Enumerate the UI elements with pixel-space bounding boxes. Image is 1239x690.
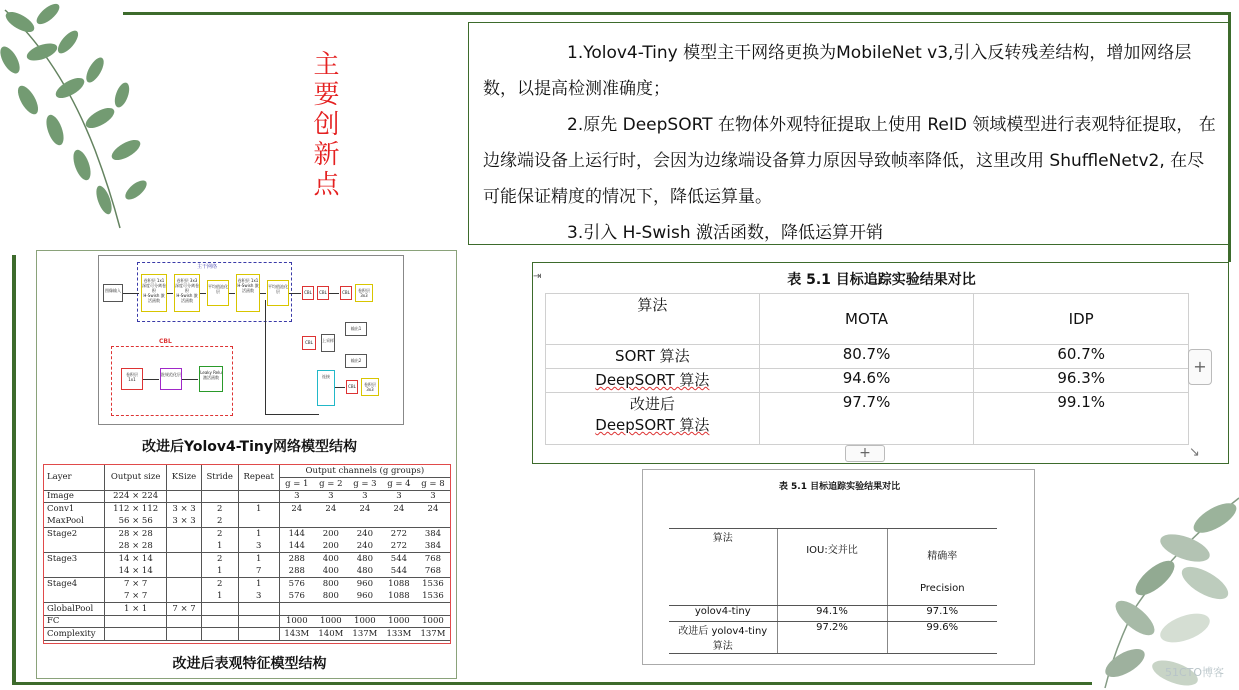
table-cell: 1000 [388,616,410,627]
shufflenet-table-body [44,490,450,640]
table-cell: 3 [430,491,436,502]
table-cell [382,515,416,528]
block-upsample: 上采样 [321,334,335,352]
table-cell: 1000 [320,616,342,627]
table-cell: 2 [201,515,238,528]
iou-table-title: 表 5.1 目标追踪实验结果对比 [778,482,901,492]
leaf-decoration-bottom-right [1095,488,1239,690]
table-cell [238,628,279,641]
table-cell: 3 × 3 [167,503,202,516]
table-cell: 384 [424,529,442,539]
table-cell: 272 [390,529,408,539]
mota-table-title: 表 5.1 目标追踪实验结果对比 [787,272,976,288]
block-out1: 输出1 [345,322,367,336]
backbone-label: 主干网络 [197,264,218,270]
table-row [44,590,450,603]
table-row [44,490,450,503]
table-cell [238,515,279,528]
table-cell [167,528,202,541]
block-cbl-conv: 卷积层 1x1 [121,368,143,390]
table-cell [348,603,382,616]
table-row [44,540,450,553]
table-cell: 24 [325,504,337,514]
table-cell: 272 [390,541,408,551]
frame-line-bottom [12,682,1092,685]
table-cell [201,603,238,616]
table-cell: 14 × 14 [105,553,167,566]
table-cell [201,490,238,503]
table-cell: 143M [279,628,314,641]
table-cell: 1088 [388,591,410,601]
table-cell: 1000 [422,616,444,627]
table-cell: GlobalPool [47,603,94,614]
table-cell: 1 [201,540,238,553]
table-cell: 7 × 7 [105,590,167,603]
table-cell: 576 [279,590,314,603]
cell-algo: yolov4-tiny [669,606,777,622]
block-conv6: 卷积层 3x3 [361,378,379,396]
arrow [335,387,345,388]
table-cell [44,565,105,578]
arrow [329,293,339,294]
innovation-1: 1.Yolov4-Tiny 模型主干网络更换为MobileNet v3,引入反转残差结构，增加网络层数，以提高检测准确度； [483,43,1192,99]
table-row [44,528,450,541]
table-cell [167,540,202,553]
table-cell: Stage2 [47,529,78,539]
th-group: g = 2 [319,478,343,489]
th-output-size: Output size [105,465,167,490]
table-cell: 1 [238,503,279,516]
block-input: 图像输入 [103,284,123,302]
th-ksize: KSize [167,465,202,490]
table-cell [167,615,202,628]
th-group: g = 3 [353,478,377,489]
table-cell: MaxPool [47,516,84,526]
table-cell [167,553,202,566]
th-repeat: Repeat [238,465,279,490]
block-cbl-c: CBL [340,286,352,300]
th-precision: 精确率 Precision [887,529,997,606]
table-cell: 24 [279,503,314,516]
table-row [44,503,450,516]
resize-handle-icon[interactable]: ↘ [1189,445,1200,460]
arrow [167,293,173,294]
table-row [44,615,450,628]
block-cbl-a: CBL [302,286,314,300]
mota-table-box[interactable] [532,262,1229,464]
table-row [44,603,450,616]
shufflenet-caption: 改进后表观特征模型结构 [172,656,327,672]
th-group: g = 1 [279,478,314,491]
table-cell: 24 [359,504,371,514]
table-cell: 112 × 112 [105,503,167,516]
table-cell: 1 × 1 [105,603,167,616]
table-cell: 1 [238,528,279,541]
th-output-channels: Output channels (g groups) [279,465,450,478]
innovations-text-box[interactable] [468,22,1229,245]
table-cell: Stage3 [47,554,78,564]
table-cell: 1536 [422,591,444,601]
table-cell: Conv1 [47,504,75,514]
table-cell: 7 × 7 [105,578,167,591]
th-algorithm: 算法 [669,529,777,606]
table-cell: 144 [279,528,314,541]
table-cell: 200 [322,529,339,539]
table-cell: 137M [420,628,446,639]
iou-table [669,528,997,654]
table-cell: 288 [279,565,314,578]
th-stride: Stride [201,465,238,490]
move-handle-icon[interactable]: ⇥ [533,271,542,282]
table-cell [167,628,202,641]
table-cell: 7 [238,565,279,578]
arrow [260,293,266,294]
table-cell: 2 [201,553,238,566]
block-cbl-e: CBL [346,380,358,394]
cell-mota: 94.6% [759,369,974,393]
block-concat: 连接 [317,370,335,406]
table-cell [201,615,238,628]
connector-line [265,414,319,415]
table-cell [167,578,202,591]
table-cell: 7 × 7 [167,603,202,616]
table-cell: 56 × 56 [105,515,167,528]
arrow [123,293,139,294]
iou-table-box[interactable] [642,469,1035,665]
cell-mota: 97.7% [759,393,974,445]
table-row [44,515,450,528]
table-cell: 288 [279,553,314,566]
table-cell: 960 [356,591,373,601]
table-cell: 1 [238,553,279,566]
cbl-label: CBL [159,338,172,345]
arrow [182,379,198,380]
add-row-button[interactable]: + [845,445,885,462]
table-cell: 800 [322,591,339,601]
cell-mota: 80.7% [759,345,974,369]
mota-table [545,293,1189,445]
block-conv5: 卷积层 3x3 [355,284,373,302]
arrow [200,293,206,294]
table-cell [105,615,167,628]
table-cell: 200 [322,541,339,551]
table-cell: 544 [390,566,408,576]
table-cell: 3 [328,491,334,502]
cell-algo: 改进后 DeepSORT 算法 [546,393,760,445]
table-cell [105,628,167,641]
arrow [289,293,301,294]
block-conv4: 卷积层 1x1 H-Swish 激活函数 [236,274,260,312]
table-cell [238,603,279,616]
table-row [44,628,450,641]
innovation-2: 2.原先 DeepSORT 在物体外观特征提取上使用 ReID 领域模型进行表观特征提取， 在边缘端设备上运行时，会因为边缘端设备算力原因导致帧率降低，这里改用 ShuffleNetv2, 在尽可能保证精度的情况下，降低运算量。 [483,115,1216,207]
table-cell: 14 × 14 [105,565,167,578]
table-cell: 28 × 28 [105,540,167,553]
cell-iou: 97.2% [777,622,887,654]
connector-line [265,300,266,415]
block-cbl-bn: 批规范化层 [160,368,182,390]
table-cell: 1000 [279,615,314,628]
table-cell [416,515,450,528]
block-cbl-d: CBL [302,336,316,350]
block-conv1: 卷积层 1x1 深度可分离卷积 H-Swish 激活函数 [141,274,167,312]
table-cell [238,615,279,628]
watermark: 51CTO博客 [1165,666,1225,679]
table-cell [279,603,314,616]
th-iou: IOU:交并比 [777,529,887,606]
table-cell: 960 [356,579,373,589]
cell-algo: SORT 算法 [546,345,760,369]
table-cell [314,603,348,616]
table-cell: FC [47,616,60,627]
table-cell [348,515,382,528]
table-cell: 3 [238,540,279,553]
block-pool2: 平均值池化层 [267,280,289,306]
table-cell: 3 [362,491,368,502]
table-cell: 400 [322,566,339,576]
th-group: g = 8 [421,478,445,489]
table-cell: 768 [424,554,442,564]
yolo-network-diagram [98,255,404,425]
table-cell: 3 × 3 [167,515,202,528]
table-cell [314,515,348,528]
table-cell [44,590,105,603]
leaf-decoration-top-left [0,0,150,230]
block-conv3: 卷积层 3x3 深度可分离卷积 H-Swish 激活函数 [174,274,200,312]
block-cbl-relu: Leaky Relu 激活函数 [199,366,223,392]
table-cell: 137M [352,628,378,639]
table-cell: 2 [201,578,238,591]
shufflenet-table [43,464,451,644]
table-cell: 400 [322,554,339,564]
table-cell: 3 [279,490,314,503]
table-cell: 768 [424,566,442,576]
th-layer: Layer [47,472,72,483]
cell-idp: 96.3% [974,369,1189,393]
table-cell: Complexity [47,628,96,639]
table-cell [167,490,202,503]
table-row [44,565,450,578]
table-cell: 133M [386,628,412,639]
table-cell: 28 × 28 [105,528,167,541]
table-cell: 3 [238,590,279,603]
table-cell: 24 [393,504,405,514]
diagram-caption: 改进后Yolov4-Tiny网络模型结构 [142,439,357,455]
table-cell [382,603,416,616]
table-cell: 240 [356,529,373,539]
cell-precision: 99.6% [887,622,997,654]
table-cell: 480 [356,554,373,564]
th-idp: IDP [974,294,1189,345]
table-cell: 800 [322,579,339,589]
cell-iou: 94.1% [777,606,887,622]
table-cell: 1088 [388,579,410,589]
table-cell: Image [47,491,74,502]
table-cell: Stage4 [47,579,78,589]
arrow [143,379,159,380]
table-row [44,578,450,591]
th-algorithm: 算法 [546,294,760,345]
cell-algo: DeepSORT 算法 [546,369,760,393]
table-cell: 224 × 224 [105,490,167,503]
block-out2: 输出2 [345,354,367,368]
add-column-button[interactable]: + [1188,349,1212,385]
frame-line-top [123,12,1231,15]
cell-algo: 改进后 yolov4-tiny 算法 [669,622,777,654]
table-cell: 3 [396,491,402,502]
table-cell: 1000 [354,616,376,627]
cell-idp: 99.1% [974,393,1189,445]
arrow [229,293,235,294]
table-cell [167,565,202,578]
table-cell: 2 [201,503,238,516]
table-cell: 576 [279,578,314,591]
table-cell [44,540,105,553]
table-cell: 24 [427,504,439,514]
th-mota: MOTA [759,294,974,345]
table-cell: 544 [390,554,408,564]
table-cell [416,603,450,616]
table-cell: 144 [279,540,314,553]
table-cell: 1536 [422,579,444,589]
table-cell [279,515,314,528]
page-title: 主要创新点 [309,50,339,200]
table-cell: 1 [201,565,238,578]
block-cbl-b: CBL [317,286,329,300]
table-cell: 240 [356,541,373,551]
table-row [44,553,450,566]
table-cell [238,490,279,503]
table-cell [201,628,238,641]
innovation-3: 3.引入 H-Swish 激活函数，降低运算开销 [567,223,883,243]
table-cell: 140M [318,628,344,639]
table-cell: 480 [356,566,373,576]
left-figure-box[interactable] [36,250,457,679]
th-group: g = 4 [387,478,411,489]
block-pool1: 平均值池化层 [207,280,229,306]
table-cell: 384 [424,541,442,551]
frame-line-left [12,255,16,683]
cell-idp: 60.7% [974,345,1189,369]
cell-precision: 97.1% [887,606,997,622]
table-cell [167,590,202,603]
table-cell: 1 [238,578,279,591]
table-cell: 1 [201,590,238,603]
table-cell: 2 [201,528,238,541]
